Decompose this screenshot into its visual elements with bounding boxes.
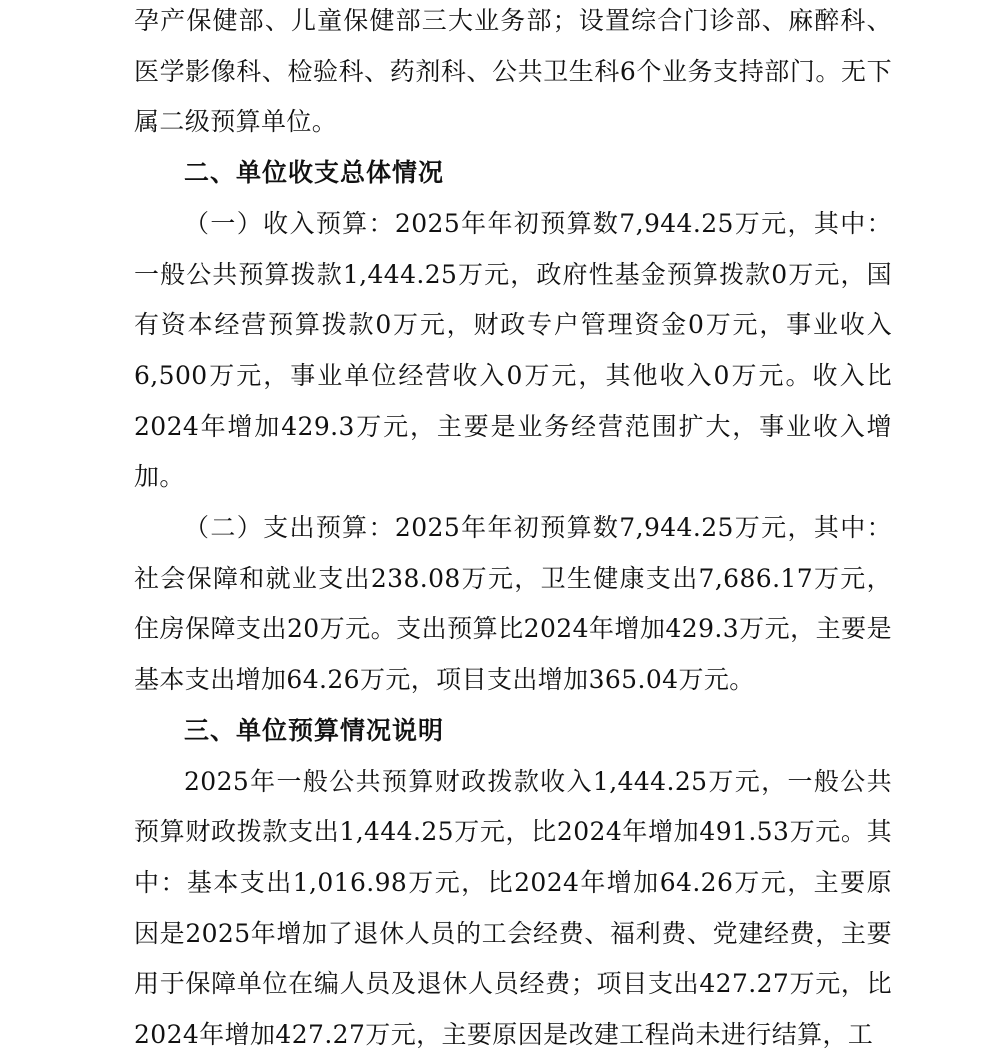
budget-explanation-paragraph: 2025年一般公共预算财政拨款收入1,444.25万元，一般公共预算财政拨款支出1,444.25万元，比2024年增加491.53万元。其中：基本支出1,016.98万元，比2024年增加64.26万元，主要原因是2025年增加了退休人员的工会经费、福利费、党建经费，主要用于保障单位在编人员及退休人员经费；项目支出427.27万元，比2024年增加427.27万元，主要原因是改建工程尚未进行结算，工 [134,766,892,1050]
expenditure-budget-label: （二）支出预算： [184,513,395,543]
income-budget-label: （一）收入预算： [184,208,395,238]
intro-paragraph: 孕产保健部、儿童保健部三大业务部；设置综合门诊部、麻醉科、医学影像科、检验科、药剂科、公共卫生科6个业务支持部门。无下属二级预算单位。 [134,6,892,137]
section-heading-income-expenditure: 二、单位收支总体情况 [184,158,445,188]
section-heading-budget-explanation: 三、单位预算情况说明 [184,715,445,745]
document-body [134,0,892,1061]
expenditure-budget-paragraph [134,503,892,706]
income-budget-text: 2025年年初预算数7,944.25万元，其中：一般公共预算拨款1,444.25万元，政府性基金预算拨款0万元，国有资本经营预算拨款0万元，财政专户管理资金0万元，事业收入6,500万元，事业单位经营收入0万元，其他收入0万元。收入比2024年增加429.3万元，主要是业务经营范围扩大，事业收入增加。 [134,208,893,492]
expenditure-budget-text: 2025年年初预算数7,944.25万元，其中：社会保障和就业支出238.08万元，卫生健康支出7,686.17万元，住房保障支出20万元。支出预算比2024年增加429.3万元，主要是基本支出增加64.26万元，项目支出增加365.04万元。 [134,513,893,695]
income-budget-paragraph [134,199,892,503]
